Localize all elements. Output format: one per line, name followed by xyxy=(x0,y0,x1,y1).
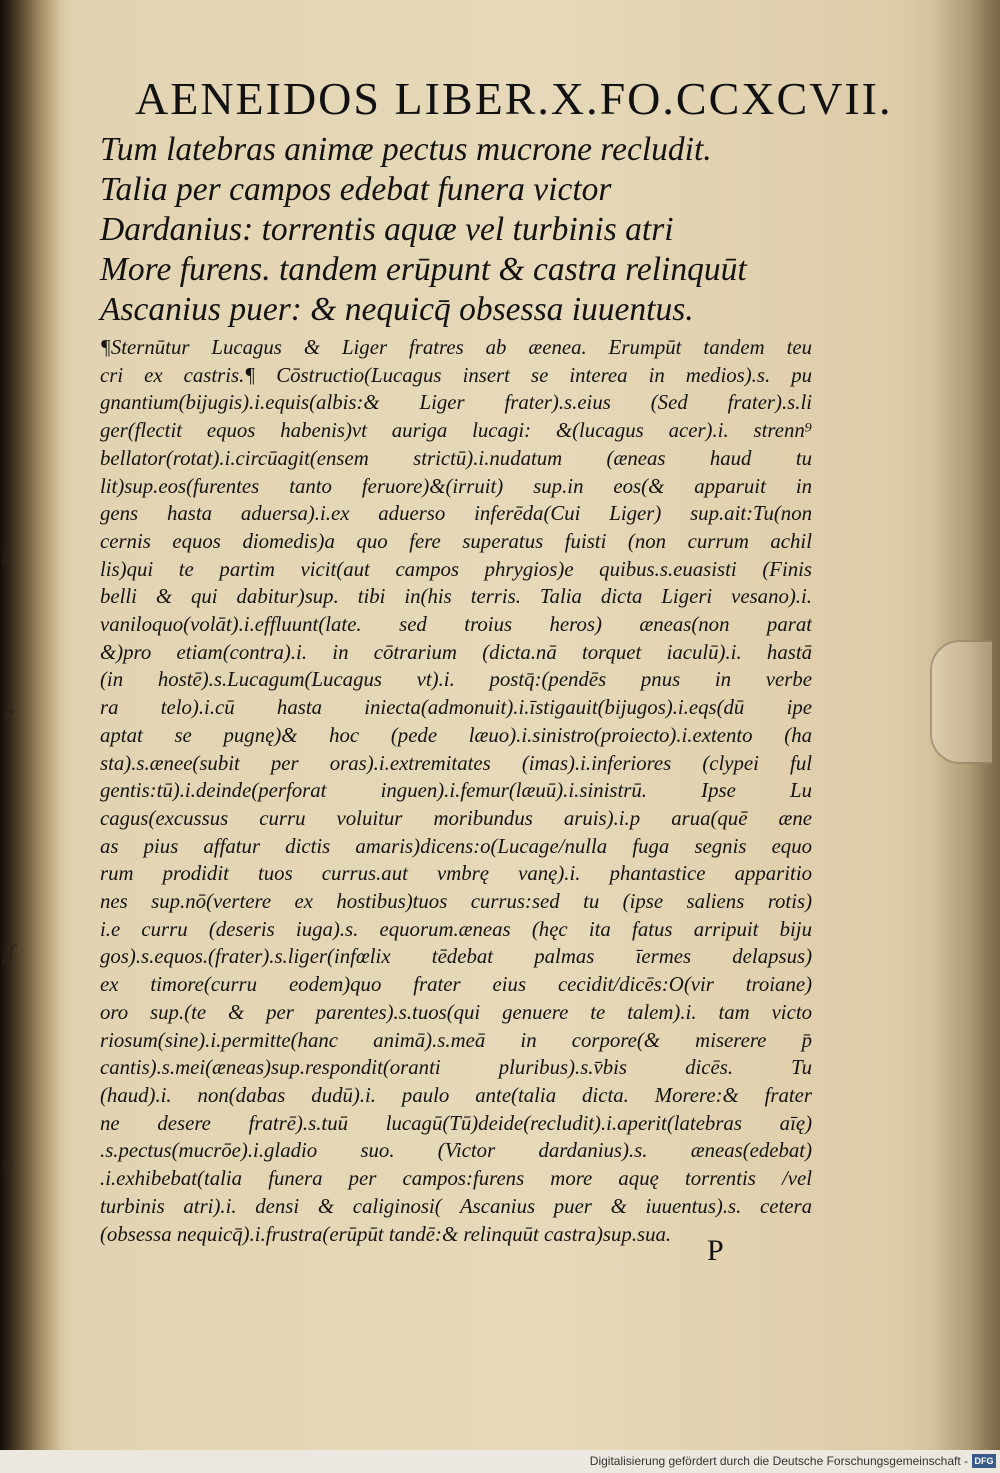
commentary-line: cagus(excussus curru voluitur moribundus aruis).i.p arua(quē æne xyxy=(100,806,812,830)
digitization-footer xyxy=(0,1450,1000,1473)
commentary-line: oro sup.(te & per parentes).s.tuos(qui genuere te talem).i. tam victo xyxy=(100,1000,812,1024)
commentary-line: gens hasta aduersa).i.ex aduerso inferēda(Cui Liger) sup.ait:Tu(non xyxy=(100,502,812,526)
commentary-line: .i.exhibebat(talia funera per campos:furens more aquę torrentis /vel xyxy=(100,1167,812,1191)
commentary-line: aptat se pugnę)& hoc (pede læuo).i.sinistro(proiecto).i.extento (ha xyxy=(100,723,812,747)
commentary-line: gos).s.equos.(frater).s.liger(infœlix tēdebat palmas īermes delapsus) xyxy=(100,945,812,969)
commentary-line: sta).s.ænee(subit per oras).i.extremitates (imas).i.inferiores (clypei ful xyxy=(100,751,812,775)
commentary-line: rum prodidit tuos currus.aut vmbrę vanę).i. phantastice apparitio xyxy=(100,862,812,886)
verse-line: Talia per campos edebat funera victor xyxy=(100,171,612,208)
commentary-line: nes sup.nō(vertere ex hostibus)tuos currus:sed tu (ipse saliens rotis) xyxy=(100,890,812,914)
running-header xyxy=(135,72,893,125)
commentary-line: ra telo).i.cū hasta iniecta(admonuit).i.īstigauit(bijugos).i.eqs(dū ipe xyxy=(100,696,812,720)
commentary-line: turbinis atri).i. densi & caliginosi( Ascanius puer & iuuentus).s. cetera xyxy=(100,1194,812,1218)
commentary-line: riosum(sine).i.permitte(hanc animā).s.meā in corpore(& miserere p̄ xyxy=(100,1028,812,1052)
left-margin-glyph: ſ xyxy=(2,540,9,565)
signature-mark: P xyxy=(707,1234,724,1267)
verse-block xyxy=(100,130,820,330)
commentary-line: ex timore(curru eodem)quo frater eius cecidit/dicēs:O(vir troiane) xyxy=(100,973,812,997)
commentary-line: as pius affatur dictis amaris)dicens:o(Lucage/nulla fuga segnis equo xyxy=(100,834,812,858)
verse-line: Dardanius: torrentis aquæ vel turbinis atri xyxy=(100,211,674,248)
commentary-line: ger(flectit equos habenis)vt auriga lucagi: &(lucagus acer).i. strenn⁹ xyxy=(100,419,812,443)
commentary-line: gentis:tū).i.deinde(perforat inguen).i.femur(læuū).i.sinistrū. Ipse Lu xyxy=(100,779,812,803)
commentary-line: (obsessa nequicq̄).i.frustra(erūpūt tandē:& relinquūt castra)sup.sua. xyxy=(100,1222,672,1246)
commentary-line: lis)qui te partim vicit(aut campos phrygios)e quibus.s.euasisti (Finis xyxy=(100,557,812,581)
commentary-line: &)pro etiam(contra).i. in cōtrarium (dicta.nā torquet iaculū).i. hastā xyxy=(100,640,812,664)
verse-line: Ascanius puer: & nequicq̄ obsessa iuuentus. xyxy=(100,291,694,328)
left-margin-glyph: e xyxy=(4,700,14,725)
commentary-line: (in hostē).s.Lucagum(Lucagus vt).i. postq̄:(pendēs pnus in verbe xyxy=(100,668,812,692)
page-tab-marker xyxy=(930,640,992,764)
commentary-line: i.e curru (deseris iuga).s. equorum.æneas (hęc ita fatus arripuit biju xyxy=(100,917,812,941)
left-margin-glyph: ſſ xyxy=(2,940,15,965)
commentary-line: cri ex castris.¶ Cōstructio(Lucagus insert se interea in medios).s. pu xyxy=(100,363,812,387)
folio-number: FO.CCXCVII. xyxy=(599,73,893,124)
commentary-line: (haud).i. non(dabas dudū).i. paulo ante(talia dicta. Morere:& frater xyxy=(100,1083,812,1107)
verse-line: More furens. tandem erūpunt & castra relinquūt xyxy=(100,251,747,288)
verse-line: Tum latebras animæ pectus mucrone recludit. xyxy=(100,131,712,168)
commentary-line: .s.pectus(mucrōe).i.gladio suo. (Victor dardanius).s. æneas(edebat) xyxy=(100,1139,812,1163)
dfg-logo-icon: DFG xyxy=(972,1454,996,1468)
commentary-line: cantis).s.mei(æneas)sup.respondit(oranti pluribus).s.v̄bis dicēs. Tu xyxy=(100,1056,812,1080)
commentary-line: ne desere fratrē).s.tuū lucagū(Tū)deide(recludit).i.aperit(latebras aīę) xyxy=(100,1111,812,1135)
commentary-line: lit)sup.eos(furentes tanto feruore)&(irruit) sup.in eos(& apparuit in xyxy=(100,474,812,498)
footer-credit: Digitalisierung gefördert durch die Deutsche Forschungsgemeinschaft - xyxy=(589,1454,968,1468)
commentary-line: ¶Sternūtur Lucagus & Liger fratres ab æenea. Erumpūt tandem teu xyxy=(100,336,812,359)
commentary-block xyxy=(100,334,812,1248)
commentary-line: cernis equos diomedis)a quo fere superatus fuisti (non currum achil xyxy=(100,529,812,553)
commentary-line: belli & qui dabitur)sup. tibi in(his terris. Talia dicta Ligeri vesano).i. xyxy=(100,585,812,609)
commentary-line: vaniloquo(volāt).i.effluunt(late. sed troius heros) æneas(non parat xyxy=(100,613,812,637)
commentary-line: bellator(rotat).i.circūagit(ensem strictū).i.nudatum (æneas haud tu xyxy=(100,446,812,470)
commentary-line: gnantium(bijugis).i.equis(albis:& Liger frater).s.eius (Sed frater).s.li xyxy=(100,391,812,415)
left-margin-glyph: c xyxy=(2,1150,12,1175)
running-title: AENEIDOS LIBER.X. xyxy=(135,73,600,124)
